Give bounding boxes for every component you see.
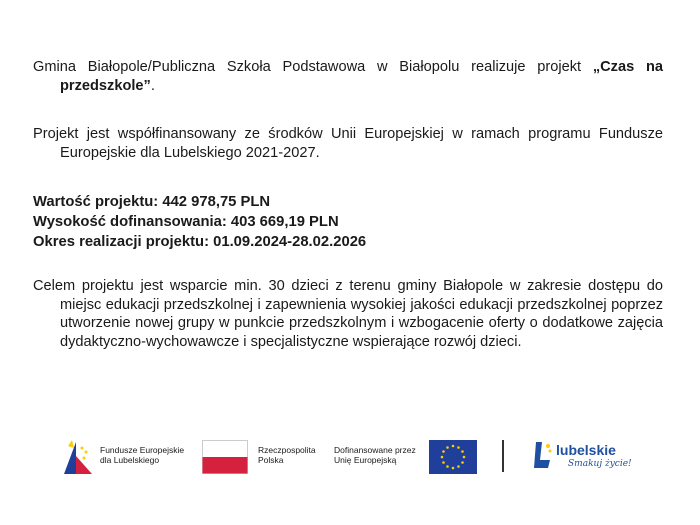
lubelskie-wordmark: lubelskie bbox=[556, 442, 616, 458]
rzeczpospolita-polska-logo bbox=[202, 432, 322, 480]
intro-text: Gmina Białopole/Publiczna Szkoła Podstawowa w Białopolu realizuje projekt bbox=[33, 59, 593, 75]
realization-period: Okres realizacji projektu: 01.09.2024-28.02.2026 bbox=[33, 234, 367, 250]
funding-logos-bar bbox=[62, 432, 632, 480]
project-name: „Czas na przedszkole” bbox=[60, 59, 663, 94]
logo-divider bbox=[502, 440, 504, 472]
fundusze-europejskie-logo bbox=[62, 432, 192, 480]
lubelskie-tagline: Smakuj życie! bbox=[568, 459, 632, 469]
rp-name-line1: Rzeczpospolita bbox=[258, 445, 316, 455]
intro-paragraph bbox=[33, 58, 663, 95]
eu-flag-icon bbox=[429, 440, 477, 474]
project-value: Wartość projektu: 442 978,75 PLN bbox=[33, 194, 271, 210]
main-content bbox=[33, 58, 663, 351]
fe-name-line1: Fundusze Europejskie bbox=[100, 445, 185, 455]
funding-amount: Wysokość dofinansowania: 403 669,19 PLN bbox=[33, 214, 339, 230]
intro-period: . bbox=[150, 77, 155, 94]
eu-funding-logo bbox=[334, 432, 479, 480]
lubelskie-logo bbox=[532, 432, 632, 480]
lubelskie-emblem-icon bbox=[532, 440, 554, 470]
rp-name-line2: Polska bbox=[258, 455, 284, 465]
ue-text-line2: Unię Europejską bbox=[334, 455, 397, 465]
goal-paragraph: Celem projektu jest wsparcie min. 30 dzieci z terenu gminy Białopole w zakresie dostępu do miejsc edukacji przedszkolnej i zapewnienia wysokiej jakości edukacji przedszkolnej poprzez utworzenie nowej grupy w punkcie przedszkolnym i wzbogacenie oferty o dodatkowe zajęcia dydaktyczno-wychowawcze i specjalistyczne wspierające rozwój dzieci. bbox=[33, 278, 663, 350]
ue-text-line1: Dofinansowane przez bbox=[334, 445, 416, 455]
cofinancing-paragraph: Projekt jest współfinansowany ze środków Unii Europejskiej w ramach programu Fundusze Europejskie dla Lubelskiego 2021-2027. bbox=[33, 126, 663, 161]
fe-name-line2: dla Lubelskiego bbox=[100, 455, 160, 465]
polish-flag-icon bbox=[202, 440, 248, 474]
project-facts bbox=[33, 192, 663, 252]
fe-emblem-icon bbox=[62, 436, 94, 476]
